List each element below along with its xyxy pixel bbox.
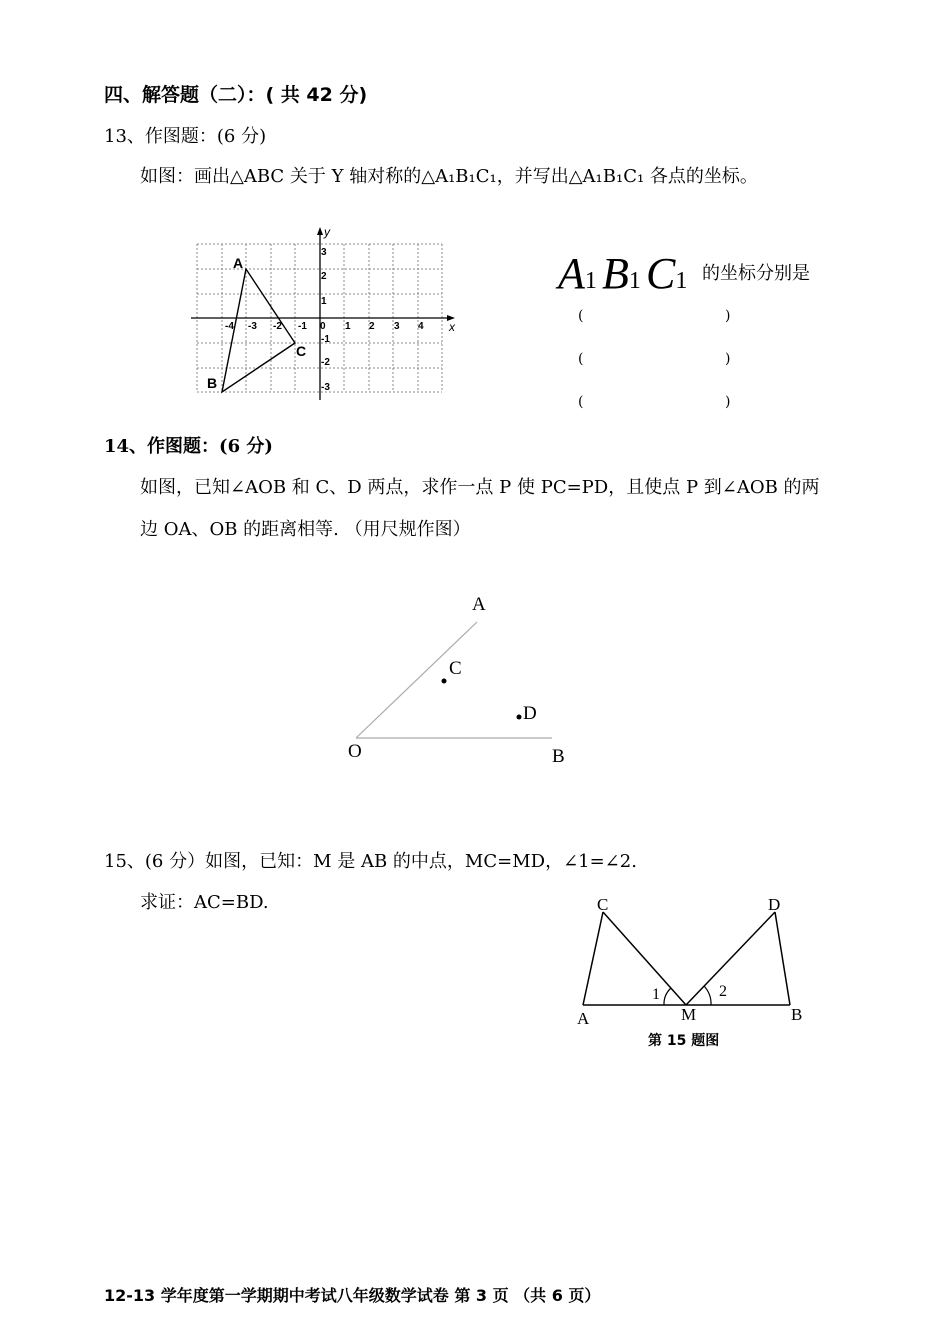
angle-2-label: 2 bbox=[719, 983, 727, 1000]
label-c: C bbox=[597, 895, 609, 914]
label-c: C bbox=[449, 658, 462, 679]
label-b: B bbox=[552, 746, 565, 767]
b1-letter: B bbox=[601, 249, 629, 298]
q13-answer-heading bbox=[558, 248, 687, 299]
q15-line-2: 求证：AC=BD. bbox=[140, 892, 269, 913]
x-axis-label: x bbox=[449, 320, 455, 334]
svg-text:3: 3 bbox=[321, 247, 327, 258]
svg-text:1: 1 bbox=[321, 296, 327, 307]
q13-text: 如图：画出△ABC 关于 Y 轴对称的△A₁B₁C₁，并写出△A₁B₁C₁ 各点的坐标。 bbox=[140, 166, 758, 187]
angle-1-arc bbox=[664, 988, 671, 1005]
c1-subscript: 1 bbox=[675, 268, 688, 294]
point-a-label: A bbox=[233, 255, 244, 271]
svg-text:-1: -1 bbox=[321, 334, 330, 345]
label-o: O bbox=[348, 741, 362, 762]
segment-cm bbox=[603, 912, 686, 1005]
label-d: D bbox=[523, 703, 537, 724]
section-header: 四、解答题（二）：( 共 42 分) bbox=[104, 84, 368, 106]
a1-subscript: 1 bbox=[584, 268, 597, 294]
answer-blank-3-open: ( bbox=[578, 394, 584, 410]
svg-text:-4: -4 bbox=[225, 321, 234, 332]
segment-ac bbox=[583, 912, 603, 1005]
page-footer: 12-13 学年度第一学期期中考试八年级数学试卷 第 3 页 （共 6 页） bbox=[104, 1286, 601, 1305]
svg-text:-2: -2 bbox=[273, 321, 282, 332]
x-tick-labels bbox=[225, 321, 424, 332]
y-axis-label: y bbox=[324, 225, 330, 239]
answer-blank-1-open: ( bbox=[578, 308, 584, 324]
segment-md bbox=[686, 912, 775, 1005]
svg-text:0: 0 bbox=[320, 321, 326, 332]
q14-line-1: 如图，已知∠AOB 和 C、D 两点，求作一点 P 使 PC=PD，且使点 P 到∠AOB 的两 bbox=[140, 477, 820, 498]
label-a: A bbox=[577, 1009, 590, 1028]
point-c bbox=[442, 679, 447, 684]
label-m: M bbox=[681, 1005, 697, 1024]
svg-text:2: 2 bbox=[321, 271, 327, 282]
point-d bbox=[517, 715, 522, 720]
angle-2-arc bbox=[704, 986, 711, 1005]
answer-blank-2-open: ( bbox=[578, 351, 584, 367]
y-axis-arrow bbox=[317, 227, 323, 235]
svg-text:1: 1 bbox=[345, 321, 351, 332]
point-c-label: C bbox=[296, 343, 307, 359]
a1-letter: A bbox=[558, 249, 585, 298]
svg-text:-1: -1 bbox=[298, 321, 307, 332]
q14-title: 14、作图题：(6 分) bbox=[104, 436, 273, 457]
b1-subscript: 1 bbox=[628, 268, 641, 294]
svg-text:2: 2 bbox=[369, 321, 375, 332]
ray-oa bbox=[356, 622, 477, 738]
label-b: B bbox=[791, 1005, 803, 1024]
svg-text:3: 3 bbox=[394, 321, 400, 332]
svg-text:-3: -3 bbox=[321, 382, 330, 393]
q15-caption: 第 15 题图 bbox=[648, 1033, 720, 1049]
svg-text:-3: -3 bbox=[248, 321, 257, 332]
label-d: D bbox=[768, 895, 781, 914]
svg-text:-2: -2 bbox=[321, 357, 330, 368]
point-b-label: B bbox=[207, 375, 218, 391]
q13-title: 13、作图题：(6 分) bbox=[104, 126, 267, 147]
svg-text:4: 4 bbox=[418, 321, 424, 332]
q15-line-1: 15、(6 分）如图，已知：M 是 AB 的中点，MC=MD，∠1=∠2. bbox=[104, 851, 637, 872]
answer-blank-2-close: ) bbox=[725, 351, 731, 367]
angle-1-label: 1 bbox=[652, 986, 660, 1003]
q13-coordinate-grid bbox=[185, 222, 465, 404]
q14-line-2: 边 OA、OB 的距离相等. （用尺规作图） bbox=[140, 519, 471, 540]
label-a: A bbox=[472, 594, 486, 615]
segment-db bbox=[775, 912, 790, 1005]
answer-blank-1-close: ) bbox=[725, 308, 731, 324]
c1-letter: C bbox=[645, 249, 676, 298]
q14-angle-figure bbox=[340, 585, 580, 775]
answer-blank-3-close: ) bbox=[725, 394, 731, 410]
q13-answer-suffix: 的坐标分别是 bbox=[702, 263, 810, 284]
